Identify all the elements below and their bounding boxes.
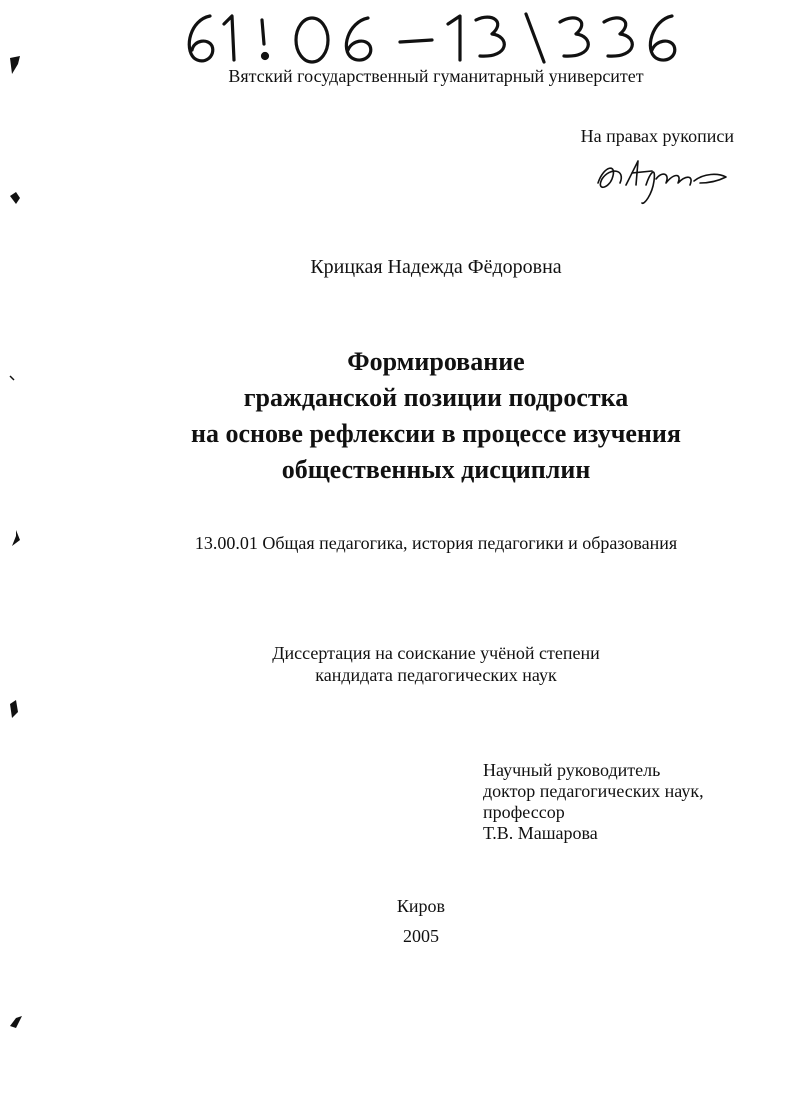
title-line: Формирование [347,347,525,376]
scan-mark [6,528,26,550]
title-line: на основе рефлексии в процессе изучения [191,419,681,448]
scan-mark [6,188,26,210]
title-line: гражданской позиции подростка [243,383,629,412]
signature [590,155,735,210]
author-name: Крицкая Надежда Фёдоровна [310,256,562,278]
year: 2005 [403,926,439,946]
city: Киров [396,896,446,916]
degree-statement [0,642,792,686]
supervisor-line: доктор педагогических наук, [483,781,704,801]
scan-mark [6,698,26,720]
supervisor-line: Научный руководитель [483,760,661,780]
degree-line: кандидата педагогических наук [315,665,557,685]
dissertation-title [0,344,792,488]
handwritten-catalog-number [180,10,680,66]
degree-line: Диссертация на соискание учёной степени [272,643,600,663]
scan-mark [6,1012,26,1034]
scientific-supervisor [483,760,704,844]
university-name: Вятский государственный гуманитарный университет [228,66,644,86]
manuscript-rights-label: На правах рукописи [580,126,734,146]
supervisor-line: профессор [483,802,565,822]
title-line: общественных дисциплин [281,455,591,484]
scan-mark [6,372,26,394]
scan-mark [6,54,26,76]
specialty-code: 13.00.01 Общая педагогика, история педагогики и образования [194,533,678,553]
supervisor-line: Т.В. Машарова [483,823,598,843]
